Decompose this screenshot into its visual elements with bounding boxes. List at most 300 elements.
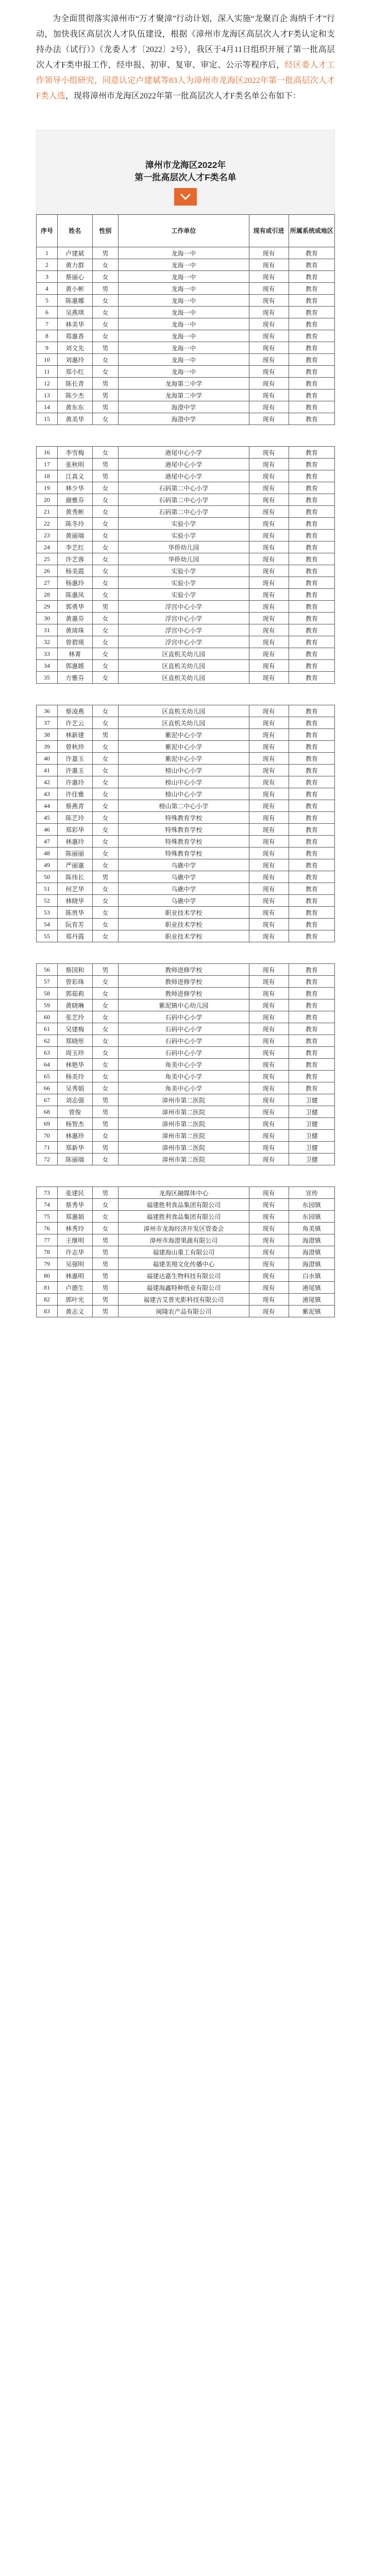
cell-name: 李雪梅: [58, 447, 93, 459]
cell-no: 76: [37, 1223, 58, 1234]
cell-gender: 男: [92, 389, 119, 401]
cell-unit: 福建胜利食品集团有限公司: [119, 1211, 249, 1223]
cell-system: 教育: [289, 812, 334, 824]
cell-unit: 石码第二中心小学: [119, 506, 249, 518]
table-row: [37, 1106, 335, 1118]
cell-name: 陈长青: [58, 378, 93, 389]
cell-name: 张秋明: [58, 459, 93, 470]
cell-system: 角美镇: [289, 1223, 334, 1234]
cell-name: 陈惠娜: [58, 295, 93, 307]
cell-no: 5: [37, 295, 58, 307]
intro-section: [0, 0, 371, 104]
table-row: [37, 518, 335, 530]
cell-name: 郑小红: [58, 366, 93, 378]
cell-no: 22: [37, 518, 58, 530]
table-row: [37, 1142, 335, 1154]
cell-unit: 漳州市海澄果蔬有限公司: [119, 1234, 249, 1246]
cell-source: 现有: [249, 765, 289, 776]
cell-no: 43: [37, 788, 58, 800]
cell-gender: 女: [92, 1071, 119, 1082]
cell-system: 教育: [289, 1035, 334, 1047]
cell-no: 11: [37, 366, 58, 378]
cell-no: 2: [37, 259, 58, 271]
cell-system: 教育: [289, 1059, 334, 1071]
cell-system: 教育: [289, 247, 334, 259]
cell-system: 教育: [289, 836, 334, 848]
cell-name: 杨惠玲: [58, 577, 93, 589]
table-row: [37, 1199, 335, 1211]
cell-unit: 龙海一中: [119, 366, 249, 378]
cell-no: 73: [37, 1187, 58, 1199]
cell-name: 林晓华: [58, 895, 93, 907]
cell-system: 港尾镇: [289, 1294, 334, 1306]
cell-name: 蔡秀华: [58, 1199, 93, 1211]
cell-unit: 龙海一中: [119, 259, 249, 271]
cell-system: 卫健: [289, 1106, 334, 1118]
cell-source: 现有: [249, 871, 289, 883]
cell-unit: 特殊教育学校: [119, 824, 249, 836]
cell-system: 教育: [289, 459, 334, 470]
cell-gender: 女: [92, 636, 119, 648]
cell-unit: 石码第二中心小学: [119, 482, 249, 494]
cell-no: 24: [37, 541, 58, 553]
table-row: [37, 1282, 335, 1294]
cell-source: 现有: [249, 1118, 289, 1130]
cell-no: 8: [37, 330, 58, 342]
cell-source: 现有: [249, 964, 289, 976]
cell-source: 现有: [249, 1059, 289, 1071]
intro-highlight: 经区委人才工作领导小组研究，同意认定卢建斌等83人为漳州市龙海区2022年第一批高层次人才F类人选: [36, 61, 335, 100]
table-row: [37, 1154, 335, 1165]
cell-gender: 女: [92, 330, 119, 342]
cell-unit: 职业技术学校: [119, 907, 249, 919]
cell-system: 海澄镇: [289, 1234, 334, 1246]
cell-no: 79: [37, 1258, 58, 1270]
cell-gender: 男: [92, 1294, 119, 1306]
cell-system: 教育: [289, 776, 334, 788]
cell-source: 现有: [249, 378, 289, 389]
cell-name: 蔡丽心: [58, 271, 93, 283]
banner-title-line2: 第一批高层次人才F类名单: [134, 173, 237, 182]
cell-name: 陈贵华: [58, 907, 93, 919]
cell-system: 教育: [289, 930, 334, 942]
cell-gender: 女: [92, 447, 119, 459]
cell-gender: 女: [92, 1023, 119, 1035]
cell-no: 74: [37, 1199, 58, 1211]
cell-unit: 漳州市第二医院: [119, 1130, 249, 1142]
cell-system: 教育: [289, 672, 334, 684]
table-row: [37, 482, 335, 494]
cell-name: 陈艺玲: [58, 812, 93, 824]
cell-source: 现有: [249, 812, 289, 824]
cell-gender: 男: [92, 1282, 119, 1294]
cell-no: 69: [37, 1118, 58, 1130]
cell-gender: 女: [92, 1223, 119, 1234]
cell-name: 黄东东: [58, 401, 93, 413]
cell-unit: 龙海第二中学: [119, 389, 249, 401]
cell-unit: 港尾中心小学: [119, 459, 249, 470]
table-row: [37, 1071, 335, 1082]
table-row: [37, 883, 335, 895]
intro-paragraph: [36, 11, 335, 104]
table-row: [37, 788, 335, 800]
header-no: 序号: [37, 215, 58, 247]
cell-system: 教育: [289, 964, 334, 976]
cell-source: 现有: [249, 342, 289, 354]
section-gap: [37, 425, 335, 447]
cell-source: 现有: [249, 530, 289, 541]
cell-gender: 女: [92, 812, 119, 824]
cell-name: 谢雅芬: [58, 494, 93, 506]
cell-unit: 石码中心小学: [119, 1011, 249, 1023]
cell-source: 现有: [249, 1211, 289, 1223]
cell-gender: 男: [92, 1187, 119, 1199]
cell-gender: 女: [92, 776, 119, 788]
cell-gender: 女: [92, 518, 119, 530]
cell-name: 郭叶光: [58, 1294, 93, 1306]
cell-gender: 女: [92, 577, 119, 589]
cell-no: 10: [37, 354, 58, 366]
cell-gender: 女: [92, 613, 119, 624]
cell-unit: 龙海一中: [119, 295, 249, 307]
cell-name: 林美华: [58, 318, 93, 330]
cell-gender: 男: [92, 964, 119, 976]
cell-source: 现有: [249, 1258, 289, 1270]
table-row: [37, 848, 335, 859]
cell-source: 现有: [249, 824, 289, 836]
table-row: [37, 1258, 335, 1270]
table-row: [37, 307, 335, 318]
cell-gender: 女: [92, 765, 119, 776]
cell-unit: 职业技术学校: [119, 930, 249, 942]
cell-system: 教育: [289, 660, 334, 672]
cell-unit: 福建海鑫特种纸业有限公司: [119, 1282, 249, 1294]
cell-unit: 紫泥镇中心幼儿园: [119, 999, 249, 1011]
table-row: [37, 800, 335, 812]
cell-system: 卫健: [289, 1130, 334, 1142]
cell-no: 34: [37, 660, 58, 672]
table-row: [37, 1047, 335, 1059]
cell-name: 张艺玲: [58, 1011, 93, 1023]
cell-no: 39: [37, 741, 58, 753]
cell-source: 现有: [249, 366, 289, 378]
cell-no: 62: [37, 1035, 58, 1047]
cell-gender: 女: [92, 1047, 119, 1059]
cell-no: 55: [37, 930, 58, 942]
cell-source: 现有: [249, 354, 289, 366]
cell-gender: 女: [92, 530, 119, 541]
cell-no: 71: [37, 1142, 58, 1154]
cell-source: 现有: [249, 988, 289, 999]
cell-unit: 石码中心小学: [119, 1035, 249, 1047]
table-row: [37, 672, 335, 684]
cell-gender: 男: [92, 601, 119, 613]
cell-source: 现有: [249, 919, 289, 930]
cell-name: 郑新华: [58, 1142, 93, 1154]
cell-no: 29: [37, 601, 58, 613]
table-row: [37, 601, 335, 613]
cell-unit: 漳州市第二医院: [119, 1106, 249, 1118]
cell-gender: 男: [92, 247, 119, 259]
cell-unit: 榜山中心小学: [119, 788, 249, 800]
cell-name: 张建民: [58, 1187, 93, 1199]
cell-name: 许惠玉: [58, 765, 93, 776]
cell-source: 现有: [249, 330, 289, 342]
cell-name: 林新建: [58, 729, 93, 741]
cell-system: 教育: [289, 871, 334, 883]
cell-system: 教育: [289, 330, 334, 342]
cell-name: 吴强明: [58, 1258, 93, 1270]
table-row: [37, 729, 335, 741]
cell-gender: 女: [92, 494, 119, 506]
cell-name: 蔡国和: [58, 964, 93, 976]
cell-no: 81: [37, 1282, 58, 1294]
cell-gender: 男: [92, 729, 119, 741]
cell-source: 现有: [249, 672, 289, 684]
table-row: [37, 1035, 335, 1047]
cell-unit: 角美中心小学: [119, 1059, 249, 1071]
cell-gender: 男: [92, 459, 119, 470]
table-row: [37, 741, 335, 753]
cell-unit: 实验小学: [119, 589, 249, 601]
cell-name: 杨智杰: [58, 1118, 93, 1130]
cell-unit: 浮宫中心小学: [119, 636, 249, 648]
table-row: [37, 354, 335, 366]
cell-unit: 区直机关幼儿园: [119, 705, 249, 717]
table-row: [37, 812, 335, 824]
cell-no: 40: [37, 753, 58, 765]
cell-name: 郑惠娟: [58, 1211, 93, 1223]
cell-system: 教育: [289, 765, 334, 776]
cell-name: 林惠明: [58, 1270, 93, 1282]
cell-gender: 男: [92, 1234, 119, 1246]
cell-gender: 男: [92, 378, 119, 389]
cell-name: 卢德生: [58, 1282, 93, 1294]
cell-source: 现有: [249, 624, 289, 636]
cell-source: 现有: [249, 318, 289, 330]
cell-unit: 浮宫中心小学: [119, 601, 249, 613]
section-gap-cell: [37, 684, 335, 705]
cell-gender: 男: [92, 401, 119, 413]
table-body: [37, 247, 335, 1317]
cell-unit: 紫泥中心小学: [119, 741, 249, 753]
cell-source: 现有: [249, 1223, 289, 1234]
cell-no: 42: [37, 776, 58, 788]
cell-unit: 福建吉艾普光影科技有限公司: [119, 1294, 249, 1306]
cell-system: 白水镇: [289, 1270, 334, 1282]
table-row: [37, 895, 335, 907]
cell-system: 东园镇: [289, 1211, 334, 1223]
cell-source: 现有: [249, 494, 289, 506]
cell-name: 陈少杰: [58, 389, 93, 401]
cell-system: 卫健: [289, 1094, 334, 1106]
cell-no: 47: [37, 836, 58, 848]
cell-system: 教育: [289, 378, 334, 389]
cell-source: 现有: [249, 859, 289, 871]
cell-no: 14: [37, 401, 58, 413]
cell-source: 现有: [249, 976, 289, 988]
cell-source: 现有: [249, 482, 289, 494]
cell-unit: 浮宫中心小学: [119, 613, 249, 624]
cell-name: 吴燕琪: [58, 307, 93, 318]
cell-name: 郑晓彤: [58, 1035, 93, 1047]
table-row: [37, 999, 335, 1011]
table-row: [37, 988, 335, 999]
cell-source: 现有: [249, 907, 289, 919]
cell-source: 现有: [249, 1154, 289, 1165]
cell-source: 现有: [249, 1306, 289, 1317]
table-row: [37, 907, 335, 919]
cell-gender: 女: [92, 413, 119, 425]
cell-gender: 男: [92, 1246, 119, 1258]
cell-no: 17: [37, 459, 58, 470]
table-row: [37, 577, 335, 589]
cell-unit: 海澄中学: [119, 401, 249, 413]
cell-system: 海澄镇: [289, 1246, 334, 1258]
cell-gender: 女: [92, 859, 119, 871]
cell-source: 现有: [249, 271, 289, 283]
cell-unit: 角美中心小学: [119, 1082, 249, 1094]
cell-unit: 紫泥中心小学: [119, 753, 249, 765]
cell-unit: 教师进修学校: [119, 988, 249, 999]
cell-source: 现有: [249, 776, 289, 788]
cell-name: 郭勇华: [58, 601, 93, 613]
cell-source: 现有: [249, 1282, 289, 1294]
cell-name: 阮育芳: [58, 919, 93, 930]
cell-no: 25: [37, 553, 58, 565]
cell-system: 教育: [289, 506, 334, 518]
cell-no: 21: [37, 506, 58, 518]
cell-source: 现有: [249, 753, 289, 765]
cell-name: 林菁: [58, 648, 93, 660]
cell-no: 58: [37, 988, 58, 999]
cell-source: 现有: [249, 283, 289, 295]
cell-unit: 特殊教育学校: [119, 848, 249, 859]
table-row: [37, 660, 335, 672]
cell-unit: 港尾中心小学: [119, 447, 249, 459]
table-row: [37, 470, 335, 482]
cell-gender: 女: [92, 259, 119, 271]
cell-no: 23: [37, 530, 58, 541]
cell-gender: 女: [92, 895, 119, 907]
table-row: [37, 389, 335, 401]
cell-unit: 海澄中学: [119, 413, 249, 425]
cell-unit: 龙海一中: [119, 354, 249, 366]
cell-no: 19: [37, 482, 58, 494]
cell-source: 现有: [249, 1047, 289, 1059]
cell-gender: 女: [92, 848, 119, 859]
cell-system: 教育: [289, 601, 334, 613]
section-gap-cell: [37, 942, 335, 964]
cell-system: 教育: [289, 1011, 334, 1023]
table-row: [37, 753, 335, 765]
cell-no: 56: [37, 964, 58, 976]
cell-gender: 女: [92, 705, 119, 717]
cell-system: 教育: [289, 895, 334, 907]
table-row: [37, 1118, 335, 1130]
cell-unit: 特殊教育学校: [119, 836, 249, 848]
cell-gender: 女: [92, 1035, 119, 1047]
cell-unit: 闽隆农产品有限公司: [119, 1306, 249, 1317]
cell-system: 卫健: [289, 1154, 334, 1165]
cell-system: 教育: [289, 413, 334, 425]
cell-source: 现有: [249, 601, 289, 613]
cell-name: 陈伟长: [58, 871, 93, 883]
cell-name: 许艺云: [58, 717, 93, 729]
cell-system: 教育: [289, 907, 334, 919]
table-row: [37, 964, 335, 976]
cell-gender: 女: [92, 741, 119, 753]
cell-unit: 龙海一中: [119, 271, 249, 283]
cell-gender: 女: [92, 930, 119, 942]
cell-unit: 乌礁中学: [119, 895, 249, 907]
cell-system: 教育: [289, 470, 334, 482]
cell-name: 郭惠媛: [58, 660, 93, 672]
cell-source: 现有: [249, 999, 289, 1011]
cell-source: 现有: [249, 401, 289, 413]
cell-source: 现有: [249, 1011, 289, 1023]
cell-source: 现有: [249, 1094, 289, 1106]
cell-system: 教育: [289, 307, 334, 318]
cell-name: 刘文先: [58, 342, 93, 354]
table-row: [37, 717, 335, 729]
cell-unit: 漳州市第二医院: [119, 1142, 249, 1154]
cell-unit: 实验小学: [119, 530, 249, 541]
cell-source: 现有: [249, 307, 289, 318]
cell-name: 郑彩华: [58, 824, 93, 836]
cell-unit: 福建美翔文化传播中心: [119, 1258, 249, 1270]
cell-no: 77: [37, 1234, 58, 1246]
cell-gender: 女: [92, 589, 119, 601]
cell-unit: 教师进修学校: [119, 976, 249, 988]
cell-gender: 女: [92, 1130, 119, 1142]
cell-unit: 漳州市第二医院: [119, 1118, 249, 1130]
cell-gender: 女: [92, 295, 119, 307]
cell-name: 林艳华: [58, 1059, 93, 1071]
cell-source: 现有: [249, 1082, 289, 1094]
cell-gender: 女: [92, 624, 119, 636]
cell-source: 现有: [249, 1023, 289, 1035]
table-row: [37, 494, 335, 506]
cell-name: 王继明: [58, 1234, 93, 1246]
cell-system: 教育: [289, 648, 334, 660]
cell-name: 黄丽端: [58, 530, 93, 541]
table-row: [37, 636, 335, 648]
cell-unit: 福建海山重工有限公司: [119, 1246, 249, 1258]
cell-system: 教育: [289, 482, 334, 494]
cell-no: 37: [37, 717, 58, 729]
cell-source: 现有: [249, 836, 289, 848]
cell-no: 80: [37, 1270, 58, 1282]
table-row: [37, 1011, 335, 1023]
cell-name: 黄小彬: [58, 283, 93, 295]
cell-no: 78: [37, 1246, 58, 1258]
cell-unit: 榜山第二中心小学: [119, 800, 249, 812]
cell-system: 教育: [289, 565, 334, 577]
table-row: [37, 330, 335, 342]
table-row: [37, 565, 335, 577]
cell-unit: 区直机关幼儿园: [119, 717, 249, 729]
cell-no: 18: [37, 470, 58, 482]
cell-source: 现有: [249, 447, 289, 459]
cell-name: 吴建梅: [58, 1023, 93, 1035]
cell-source: 现有: [249, 660, 289, 672]
cell-system: 教育: [289, 401, 334, 413]
cell-name: 江真义: [58, 470, 93, 482]
table-row: [37, 836, 335, 848]
cell-system: 教育: [289, 999, 334, 1011]
cell-gender: 女: [92, 672, 119, 684]
